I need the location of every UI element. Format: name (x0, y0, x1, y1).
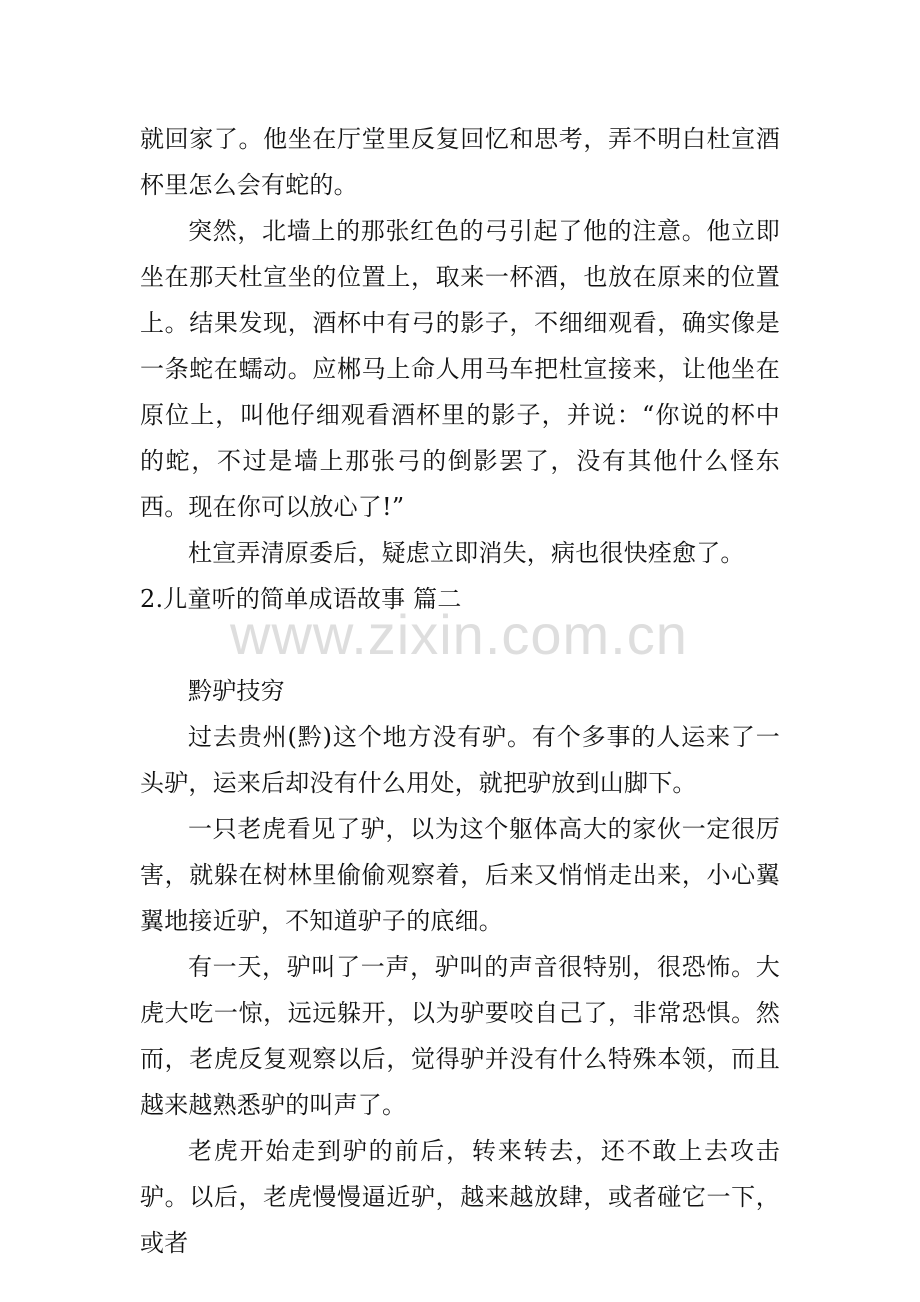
paragraph-tiger-observes: 一只老虎看见了驴，以为这个躯体高大的家伙一定很厉害，就躲在树林里偷偷观察着，后来又悄悄走出来，小心翼翼地接近驴，不知道驴子的底细。 (140, 815, 780, 935)
paragraph-donkey-brays: 有一天，驴叫了一声，驴叫的声音很特别，很恐怖。大虎大吃一惊，远远躲开，以为驴要咬自己了，非常恐惧。然而，老虎反复观察以后，觉得驴并没有什么特殊本领，而且越来越熟悉驴的叫声了。 (140, 953, 780, 1119)
paragraph-recovery: 杜宣弄清原委后，疑虑立即消失，病也很快痊愈了。 (188, 539, 745, 567)
story-title: 黔驴技穷 (188, 677, 285, 705)
watermark-text: www.zixin.com.cn (230, 603, 688, 666)
section-heading: 2.儿童听的简单成语故事 篇二 (140, 585, 462, 613)
document-body (140, 116, 780, 1266)
paragraph-bow-discovery: 突然，北墙上的那张红色的弓引起了他的注意。他立即坐在那天杜宣坐的位置上，取来一杯酒，也放在原来的位置上。结果发现，酒杯中有弓的影子，不细细观看，确实像是一条蛇在蠕动。应郴马上命人用马车把杜宣接来，让他坐在原位上，叫他仔细观看酒杯里的影子，并说：“你说的杯中的蛇，不过是墙上那张弓的倒影罢了，没有其他什么怪东西。现在你可以放心了!” (140, 217, 780, 521)
paragraph-continuation: 就回家了。他坐在厅堂里反复回忆和思考，弄不明白杜宣酒杯里怎么会有蛇的。 (140, 125, 780, 199)
paragraph-tiger-approaches: 老虎开始走到驴的前后，转来转去，还不敢上去攻击驴。以后，老虎慢慢逼近驴，越来越放肆，或者碰它一下，或者 (140, 1137, 780, 1257)
paragraph-donkey-arrival: 过去贵州(黔)这个地方没有驴。有个多事的人运来了一头驴，运来后却没有什么用处，就把驴放到山脚下。 (140, 723, 780, 797)
blank-line (140, 622, 780, 668)
